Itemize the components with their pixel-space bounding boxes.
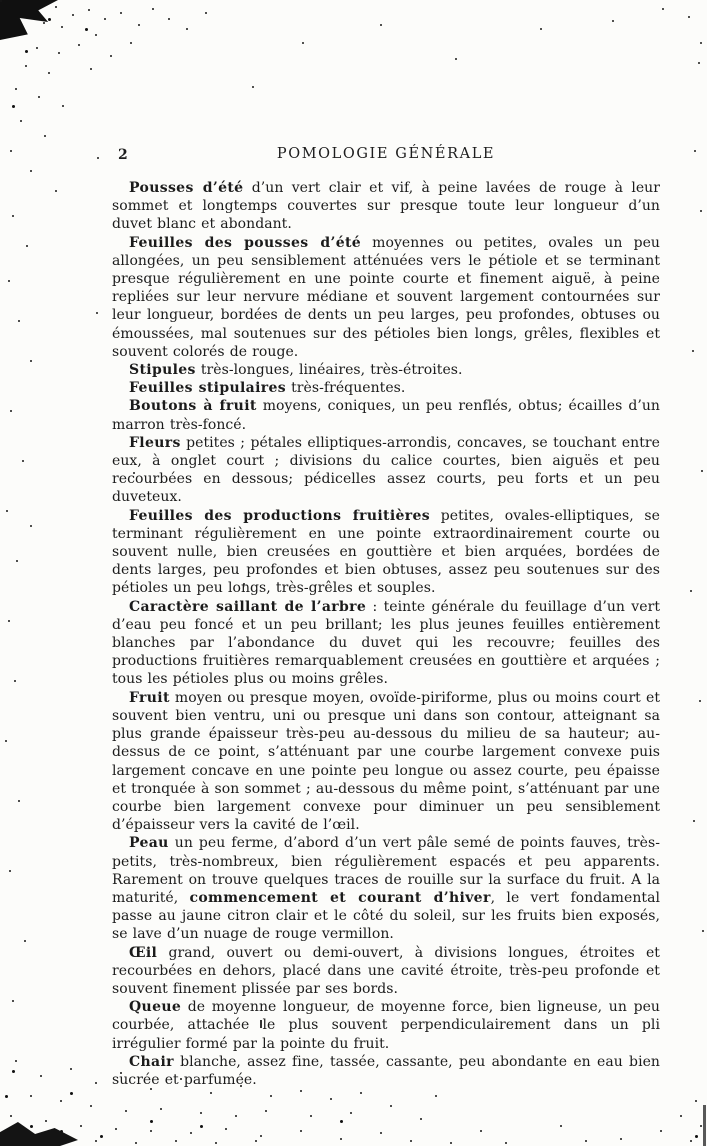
scan-ink-blob-top-left [0,0,58,40]
paragraph-lead: Peau [129,835,169,852]
paragraph-chair [112,1053,660,1089]
paragraph-text: moyens, coniques, un peu renflés, obtus; écailles d’un marron très-foncé. [112,398,660,433]
paragraph-feuilles-pousses [112,234,660,361]
paragraph-lead: Stipules [129,362,196,379]
paragraph-text: d’un vert clair et vif, à peine lavées de rouge à leur sommet et longtemps couvertes sur presque toute leur longueur d’un duvet blanc et abondant. [112,180,660,233]
paragraph-boutons-a-fruit [112,397,660,433]
page-number: 2 [118,147,128,163]
page-header [112,146,660,162]
paragraph-lead: Fruit [129,689,170,706]
paragraph-queue [112,998,660,1053]
paragraph-feuilles-stipulaires [112,379,660,397]
paragraph-text: un peu ferme, d’abord d’un vert pâle semé de points fauves, très-petits, très-nombreux, bien régulièrement espacés et peu apparents. Rarement on trouve quelques traces de rouille sur la surface du fruit. A la maturité, [112,835,660,906]
paragraph-text: moyen ou presque moyen, ovoïde-piriforme, plus ou moins court et souvent bien ventru, uni ou presque uni dans son contour, atteignant sa plus grande épaisseur très-peu au-dessous du milieu de sa hauteur; au-dessus de ce point, s’atténuant par une courbe largement convexe puis largement concave en une pointe peu longue ou assez courte, peu épaisse et tronquée à son sommet ; au-dessous du même point, s’atténuant par une courbe bien largement convexe pour diminuer un peu sensiblement d’épaisseur vers la cavité de l’œil. [112,689,660,834]
paragraph-pousses-dete [112,179,660,234]
paragraph-text: petites, ovales-elliptiques, se terminant régulièrement en une pointe extraordinairement courte ou souvent nulle, bien creusées en gouttière et bien arquées, bordées de dents larges, peu profondes et bien obtuses, assez peu soutenues sur des pétioles un peu longs, très-grêles et souples. [112,507,660,597]
paragraph-bold-inline: commencement et courant d’hiver [189,889,491,906]
paragraph-text: moyennes ou petites, ovales un peu allongées, un peu sensiblement atténuées vers le pétiole et se terminant presque régulièrement en une pointe courte et finement aiguë, à peine repliées sur leur nervure médiane et souvent largement contournées sur leur longueur, bordées de dents un peu larges, peu profondes, obtuses ou émoussées, mal soutenues sur des pétioles bien longs, grêles, flexibles et souvent colorés de rouge. [112,234,660,360]
paragraph-lead: Feuilles stipulaires [129,380,286,397]
paragraph-lead: Boutons à fruit [129,398,257,415]
paragraph-text: très-fréquentes. [286,380,406,397]
paragraph-lead: Feuilles des productions fruitières [129,507,431,524]
paragraph-text: : teinte générale du feuillage d’un vert d’eau peu foncé et un peu brillant; les plus jeunes feuilles entièrement blanches par l’abondance du duvet qui les recouvre; feuilles des productions fruitières remarquablement creusées en gouttière et arquées ; tous les pétioles plus ou moins grêles. [112,598,661,688]
paragraph-text: , le vert fondamental passe au jaune citron clair et le côté du soleil, sur les fruits bien exposés, se lave d’un nuage de rouge vermillon. [112,889,660,943]
scan-speckles-large [0,0,3,3]
paragraph-lead: Queue [129,999,182,1016]
paragraph-text: petites ; pétales elliptiques-arrondis, concaves, se touchant entre eux, à onglet court ; divisions du calice courtes, bien aiguës et peu recourbées en dessous; pédicelles assez courts, peu forts et un peu duveteux. [112,434,660,506]
paragraph-lead: Fleurs [129,434,181,451]
paragraph-fruit [112,689,660,835]
paragraph-lead: Œil [129,944,158,961]
scan-ink-blob-bottom-left [0,1122,78,1146]
paragraph-lead: Feuilles des pousses d’été [129,234,362,251]
paragraph-lead: Chair [129,1053,174,1070]
paragraph-text: de moyenne longueur, de moyenne force, bien ligneuse, un peu courbée, attachée le plus souvent perpendiculairement dans un pli irrégulier formé par la pointe du fruit. [112,999,660,1052]
paragraph-peau [112,834,660,943]
paragraph-text: grand, ouvert ou demi-ouvert, à divisions longues, étroites et recourbées en dehors, placé dans une cavité étroite, très-peu profonde et souvent finement plissée par ses bords. [112,944,660,997]
paragraph-lead: Pousses d’été [129,180,244,196]
paragraph-fleurs [112,434,660,507]
paragraph-stipules [112,361,660,379]
paragraph-feuilles-productions [112,507,660,598]
scan-edge-streak [703,1105,706,1146]
paragraph-text: blanche, assez fine, tassée, cassante, peu abondante en eau bien sucrée et parfumée. [112,1053,660,1088]
page-body-text [112,179,660,1089]
running-title: POMOLOGIE GÉNÉRALE [276,146,496,162]
paragraph-caractere-saillant [112,598,660,689]
paragraph-lead: Caractère saillant de l’arbre [129,598,367,615]
paragraph-oeil [112,944,660,999]
paragraph-text: très-longues, linéaires, très-étroites. [195,362,463,379]
